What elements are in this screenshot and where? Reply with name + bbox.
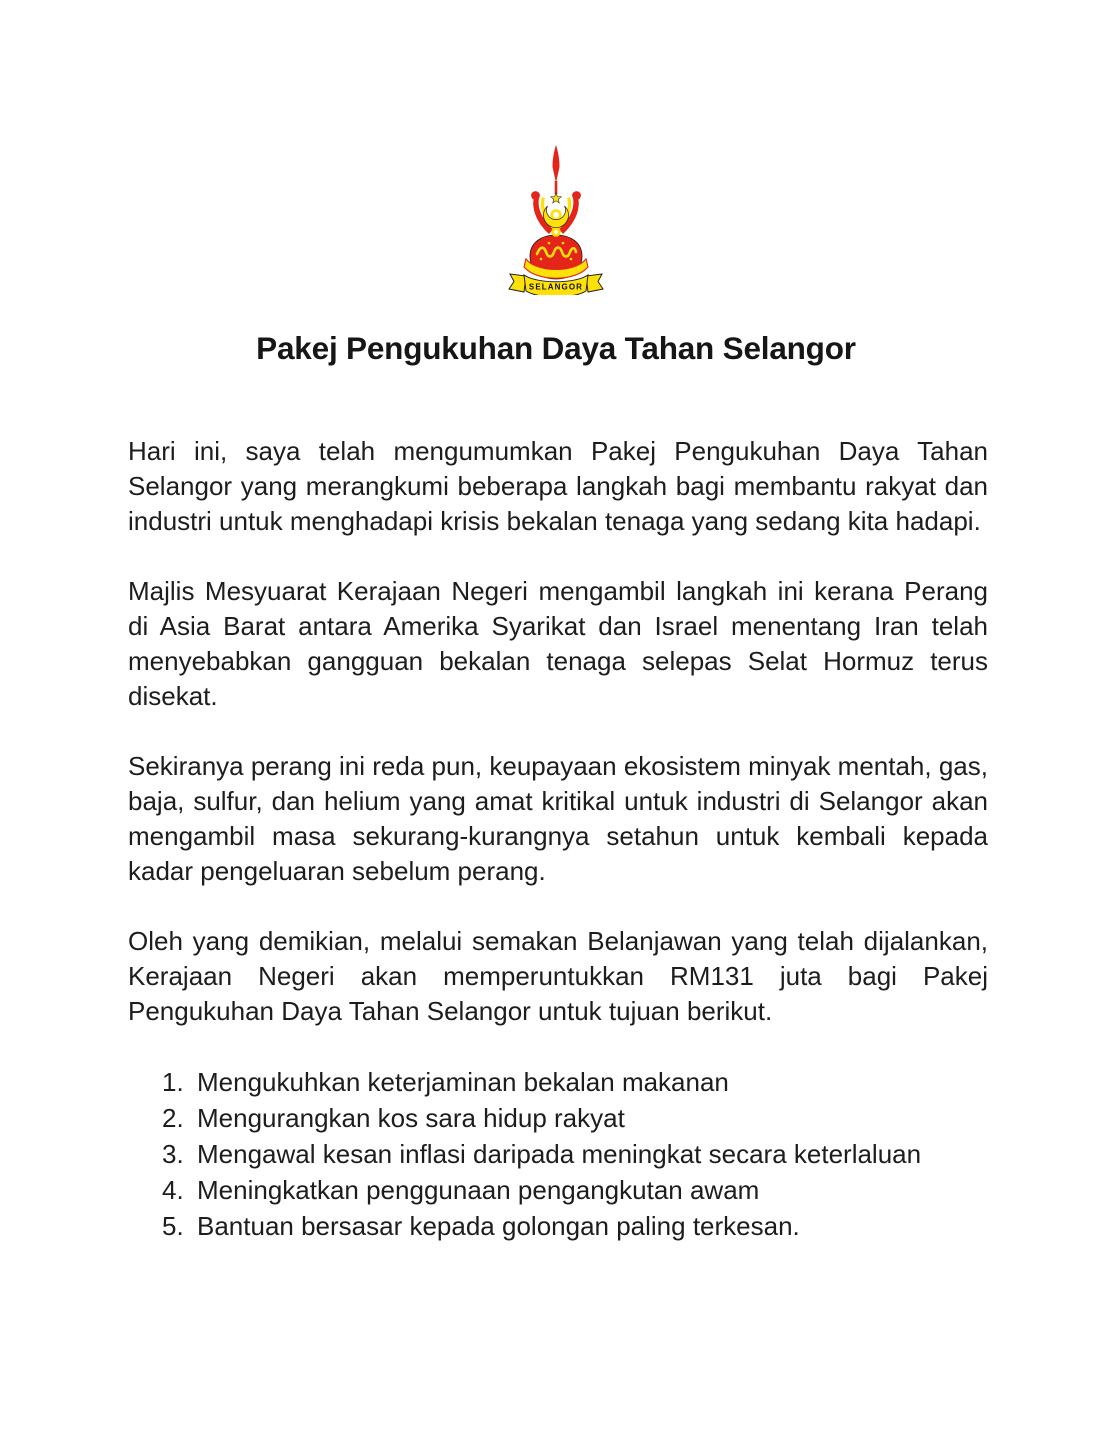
- goal-list: [128, 1064, 988, 1244]
- calligraphy-dot-3: [562, 242, 565, 245]
- calligraphy-dot-1: [540, 258, 543, 261]
- list-item-number: 3.: [162, 1139, 184, 1169]
- list-item-text: Mengukuhkan keterjaminan bekalan makanan: [197, 1067, 729, 1097]
- document-body: [128, 434, 988, 1244]
- list-item-text: Bantuan bersasar kepada golongan paling terkesan.: [197, 1211, 800, 1241]
- list-item-4: [128, 1172, 988, 1208]
- paragraph-4: Oleh yang demikian, melalui semakan Belanjawan yang telah dijalankan, Kerajaan Negeri akan memperuntukkan RM131 juta bagi Pakej Pengukuhan Daya Tahan Selangor untuk tujuan berikut.: [128, 926, 988, 1026]
- list-item-number: 5.: [162, 1211, 184, 1241]
- paragraph-3: Sekiranya perang ini reda pun, keupayaan ekosistem minyak mentah, gas, baja, sulfur, dan helium yang amat kritikal untuk industri di Selangor akan mengambil masa sekurang-kurangnya setahun untuk kembali kepada kadar pengeluaran sebelum perang.: [128, 751, 988, 886]
- calligraphy-dot-4: [570, 258, 573, 261]
- list-item-2: [128, 1100, 988, 1136]
- list-item-number: 4.: [162, 1175, 184, 1205]
- spear-icon: [553, 145, 560, 183]
- ribbon-right-end: [586, 274, 603, 292]
- ribbon-banner-text: SELANGOR: [528, 282, 584, 292]
- crest-loop-1: [552, 211, 561, 220]
- crest-red-parts: [530, 145, 582, 279]
- list-item-text: Mengurangkan kos sara hidup rakyat: [197, 1103, 625, 1133]
- paragraph-1: Hari ini, saya telah mengumumkan Pakej Pengukuhan Daya Tahan Selangor yang merangkumi beberapa langkah bagi membantu rakyat dan industri untuk menghadapi krisis bekalan tenaga yang sedang kita hadapi.: [128, 436, 988, 536]
- list-item-1: [128, 1064, 988, 1100]
- selangor-crest-icon: [497, 143, 615, 295]
- list-item-text: Meningkatkan penggunaan pengangkutan awam: [197, 1175, 760, 1205]
- calligraphy-dot-2: [548, 242, 551, 245]
- list-item-number: 1.: [162, 1067, 184, 1097]
- paragraph-2: Majlis Mesyuarat Kerajaan Negeri mengambil langkah ini kerana Perang di Asia Barat antara Amerika Syarikat dan Israel menentang Iran telah menyebabkan gangguan bekalan tenaga selepas Selat Hormuz terus disekat.: [128, 576, 988, 711]
- ribbon-left-end: [509, 274, 526, 292]
- star-icon: [551, 193, 561, 203]
- list-item-5: [128, 1208, 988, 1244]
- page-title: Pakej Pengukuhan Daya Tahan Selangor: [256, 330, 856, 366]
- list-item-text: Mengawal kesan inflasi daripada meningkat secara keterlaluan: [197, 1139, 922, 1169]
- crest-right-knob: [572, 191, 581, 200]
- crest-loop-3: [553, 229, 560, 236]
- crest-left-knob: [531, 191, 540, 200]
- spear-shaft: [555, 181, 558, 194]
- list-item-number: 2.: [162, 1103, 184, 1133]
- selangor-crest: [0, 143, 1112, 295]
- list-item-3: [128, 1136, 988, 1172]
